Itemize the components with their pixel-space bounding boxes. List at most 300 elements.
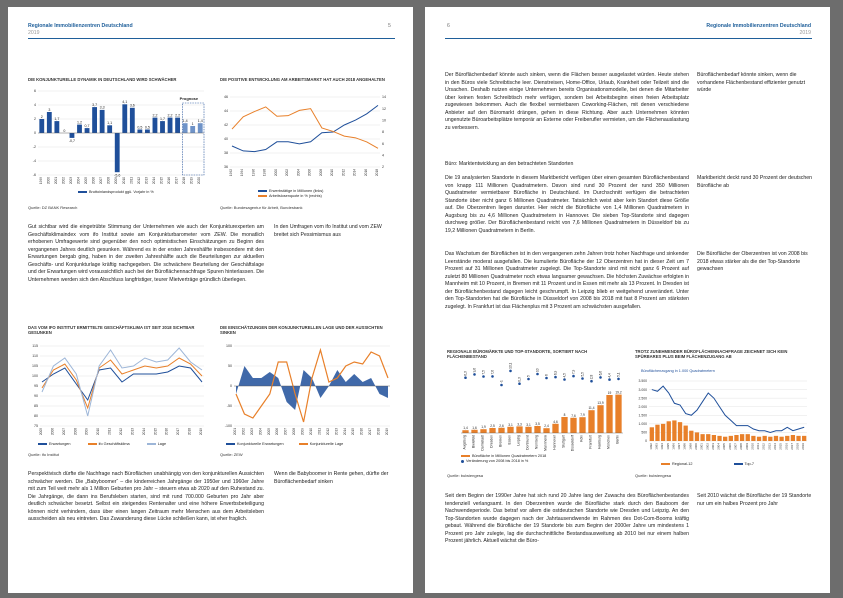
- chart6-x-tick: 1996: [671, 443, 676, 450]
- chart5-area-label: 2,5: [490, 424, 495, 428]
- chart1-x-tick: 2020: [197, 177, 202, 185]
- chart6-x-tick: 2009: [744, 443, 749, 450]
- left-paragraph-2: Perspektivisch dürfte die Nachfrage nach Büroflächen unabhängig von den konjunkturellen Aussichten schwächer werden. Die „Babyboomer“ – die kinderreichen Jahrgänge der 1950er und 1960er Jahre mit zum Teil weit mehr als 1 Million Geburten pro Jahr – steuern etwa ab 2020 auf den Ruhestand zu. Die Jahrgänge, die dann ins Berufsleben starten, sind mit rund 700.000 Geburten pro Jahr aber deutlich schwächer besetzt. Selbst ein steigendes Rentenalter und eine höhere Erwerbsbeteiligung können nicht verhindern, dass über einen langen Zeitraum mehr Menschen aus dem Arbeitsleben ausscheiden als neu eintreten. Das Zuwanderung diese Lücke schließen kann, ist eher fraglich.: [28, 471, 264, 522]
- chart3-x-tick: 2011: [107, 428, 112, 435]
- chart6-legend-swatch-2: [734, 463, 743, 465]
- chart5-area-label: 1,6: [472, 425, 477, 430]
- chart5-area-label: 3,1: [508, 422, 513, 427]
- chart2-y-tick-right: 8: [382, 130, 384, 135]
- chart5-change-point: [527, 378, 530, 381]
- chart1-x-tick: 2006: [91, 177, 96, 185]
- chart5-change-label: 5,5: [580, 372, 585, 377]
- chart3-y-tick: 90: [34, 394, 38, 399]
- chart5-change-point: [464, 376, 467, 379]
- chart4-x-tick: 2016: [359, 428, 364, 436]
- chart6-regional-bar: [774, 436, 778, 441]
- chart6-x-tick: 2007: [733, 443, 738, 450]
- chart3-x-tick: 2008: [73, 428, 78, 436]
- chart5-change-label: 7,5: [481, 370, 486, 375]
- chart3-x-tick: 2013: [130, 428, 135, 436]
- chart5-change-label: 7,6: [490, 369, 495, 375]
- chart5-change-point: [590, 380, 593, 383]
- chart1-bar: [145, 130, 150, 134]
- chart3-y-tick: 95: [34, 384, 38, 389]
- chart3-legend-swatch-2: [88, 443, 97, 445]
- chart5-city-label: Frankfurt: [588, 435, 593, 449]
- chart4-legend-swatch-1: [226, 443, 235, 445]
- chart4-y-tick: -50: [226, 404, 232, 409]
- chart1-y-tick: -4: [32, 159, 36, 164]
- chart1-data-label: -5,6: [114, 173, 121, 178]
- chart6-x-tick: 2002: [705, 443, 710, 450]
- chart5-city-label: Köln: [579, 435, 584, 442]
- right-paragraph-2: Die 19 analysierten Standorte in diesem Marktbericht verfügen über einen gesamten Büroflächenbestand von knapp 111 Millionen Quadratmetern. Davon sind rund 30 Prozent der rund 350 Millionen Quadratmeter vermietbarer Bürofläche in Deutschland. Im Durchschnitt verfügen die betrachteten Standorte über nicht ganz 6 Millionen Quadratmeter. Tatsächlich weist aber kein Standort diese Größe auf. Die Oberzentren liegen darunter. Hier reicht die Bürofläche von 1,4 Millionen Quadratmetern in Augsburg bis zu 4,6 Millionen Quadratmetern in Hannover. Die sieben Top-Standorte sind dagegen durchweg größer. Der Büroflächenbestand reicht von 7,6 Millionen Quadratmetern in Düsseldorf bis zu 19,2 Millionen Quadratmetern in Berlin.: [445, 175, 689, 234]
- chart5-change-label: 13,1: [508, 362, 513, 369]
- chart3-legend-label-2: ifo Geschäftsklima: [98, 442, 130, 446]
- chart6-x-tick: 2008: [739, 443, 744, 450]
- chart5-area-label: 8: [563, 413, 566, 417]
- chart6-y-tick: 2.000: [638, 404, 647, 409]
- left-aside-2: Wenn die Babyboomer in Rente gehen, dürfte der Büroflächenbedarf sinken: [274, 471, 389, 485]
- right-paragraph-1: Der Büroflächenbedarf könnte auch sinken, wenn die Flächen besser ausgelastet würden. Heute stehen in den Büros viele Schreibtische leer. Dienstreisen, Home-Office, Urlaub, Krankheit oder Teilzeit sind die Ursachen. Deshalb nutzen einige Unternehmen bereits Organisationsmodelle, bei denen die Mitarbeiter über keinen festen Schreibtisch mehr verfügen, sondern bei Arbeitsbeginn einen freien Arbeitsplatz zugewiesen bekommen. Auch die flexibel vermietbaren Coworking-Flächen, mit denen verschiedene Anbieter auf den Büromarkt drängen, gehen in diese Richtung. Aber auch Unternehmen könnten ungenutzte Bürоarbeitsplätze temporär an Externe oder Freiberufler vermieten, um die Flächenauslastung zu verbessern.: [445, 72, 689, 131]
- chart6-regional-bar: [655, 425, 659, 441]
- chart2-y-tick-right: 2: [382, 165, 384, 170]
- chart6-legend: [661, 462, 754, 467]
- chart5-city-label: Augsburg: [462, 435, 467, 450]
- chart5-change-point: [536, 373, 539, 376]
- chart3-y-tick: 75: [34, 424, 38, 429]
- chart5-change-label: 6: [544, 374, 549, 376]
- chart5-change-point: [473, 373, 476, 376]
- chart1-data-label: 3: [48, 107, 51, 112]
- chart1-bar: [47, 112, 52, 133]
- chart2-series-unemployment: [232, 107, 378, 148]
- chart6-x-tick: 1993: [654, 443, 659, 450]
- chart6-x-tick: 2003: [710, 443, 715, 450]
- chart5-area-label: 1,9: [481, 425, 486, 430]
- chart1-data-label: 3,7: [92, 102, 98, 107]
- chart6-x-tick: 2016: [784, 443, 789, 450]
- chart1-source: Quelle: DZ BANK Research: [28, 205, 78, 210]
- chart4-x-tick: 2005: [266, 428, 271, 436]
- chart1-data-label: 0,7: [84, 123, 90, 128]
- chart2-y-tick-left: 46: [224, 95, 228, 100]
- chart1-x-tick: 2016: [167, 177, 172, 185]
- chart5-change-point: [509, 370, 512, 373]
- chart4-x-tick: 2007: [283, 428, 288, 436]
- chart5-area-label: 3,1: [526, 422, 531, 427]
- chart3-x-tick: 2019: [199, 428, 203, 436]
- chart5-area-bar: [507, 427, 513, 433]
- chart5-area-label: 19,2: [615, 390, 622, 395]
- chart5-legend-label-1: Bürofläche in Millionen Quadratmetern 2018: [472, 454, 547, 458]
- chart6-x-tick: 1998: [682, 443, 687, 450]
- chart5-area-bar: [480, 429, 486, 433]
- chart6-x-tick: 2012: [761, 443, 766, 450]
- chart2-x-tick: 2008: [318, 169, 323, 177]
- chart1-x-tick: 2001: [53, 177, 58, 185]
- chart5-area-label: 2,4: [544, 424, 549, 429]
- chart6-regional-bar: [796, 436, 800, 441]
- chart2-legend: [258, 189, 323, 199]
- chart2-x-tick: 1996: [251, 169, 256, 177]
- chart6-x-tick: 2010: [750, 443, 755, 450]
- chart5-change-label: 4,4: [607, 373, 612, 378]
- chart2-x-tick: 2010: [330, 169, 335, 177]
- chart1-bar: [107, 125, 112, 133]
- chart5-change-label: -1: [499, 380, 504, 383]
- chart3-y-tick: 80: [34, 414, 38, 419]
- chart1-data-label: 2: [40, 114, 43, 119]
- chart5-change-label: 6,9: [553, 370, 558, 376]
- chart2-x-tick: 2018: [375, 169, 379, 177]
- chart6-regional-bar: [672, 420, 676, 441]
- chart5-area-label: 11,4: [588, 406, 595, 411]
- chart5-area-bar: [462, 430, 468, 433]
- chart1-bar: [183, 123, 188, 133]
- chart1-data-label: 1,2: [77, 120, 82, 125]
- chart1-x-tick: 2007: [99, 177, 104, 185]
- chart5-area-bar: [615, 395, 621, 433]
- chart5-city-label: Dresden: [489, 435, 494, 448]
- chart5-city-label: Darmstadt: [480, 435, 485, 451]
- chart3-x-tick: 2010: [96, 428, 101, 436]
- chart6-y-tick: 2.500: [638, 396, 647, 401]
- chart6-x-tick: 2019: [801, 443, 806, 450]
- chart2-y-tick-right: 14: [382, 95, 386, 100]
- chart6-legend-item-1: [661, 462, 692, 466]
- right-page: [425, 7, 830, 593]
- chart1-y-tick: 0: [34, 131, 36, 136]
- chart1-data-label: 1,7: [54, 116, 60, 121]
- chart6-legend-swatch-1: [661, 463, 670, 465]
- chart4-x-tick: 2008: [292, 428, 297, 436]
- chart5-change-label: 4,5: [562, 373, 567, 378]
- chart6-x-tick: 2001: [699, 443, 704, 450]
- chart1-title: DIE KONJUNKTURELLE DYNAMIK IN DEUTSCHLAND WIRD SCHWÄCHER: [28, 77, 177, 82]
- chart3-y-tick: 85: [34, 404, 38, 409]
- chart4-legend-label-2: Konjunkturelle Lage: [309, 442, 344, 446]
- chart3-x-tick: 2014: [141, 428, 146, 436]
- chart5-area-label: 3,5: [535, 422, 540, 426]
- chart6-legend-label-1: Regional-12: [672, 462, 693, 466]
- chart5-legend-label-2: Veränderung von 2008 bis 2018 in %: [466, 459, 529, 463]
- chart3-ifo-line-chart: [28, 342, 208, 438]
- chart1-x-tick: 2011: [129, 177, 134, 184]
- chart6-regional-bar: [689, 431, 693, 441]
- chart5-title: REGIONALE BÜROMÄRKTE UND TOP-STANDORTE, SORTIERT NACH FLÄCHENBESTAND: [447, 349, 588, 359]
- chart4-legend: [226, 442, 343, 447]
- chart6-regional-bar: [740, 434, 744, 441]
- left-header: [28, 23, 133, 36]
- chart6-x-tick: 2018: [795, 443, 800, 450]
- chart5-change-point: [563, 378, 566, 381]
- chart1-x-tick: 2019: [189, 177, 194, 185]
- chart2-source: Quelle: Bundesagentur für Arbeit, Bundesbank: [220, 205, 303, 210]
- chart1-x-tick: 2014: [151, 177, 156, 185]
- chart6-x-tick: 2005: [722, 443, 727, 450]
- chart3-x-tick: 2006: [50, 428, 55, 436]
- chart1-x-tick: 2002: [61, 177, 66, 185]
- chart2-legend-item-2: [258, 194, 323, 199]
- chart1-legend-label: Bruttoinlandsprodukt ggü. Vorjahr in %: [89, 190, 154, 194]
- chart6-regional-bar: [661, 424, 665, 441]
- chart3-x-tick: 2009: [84, 428, 89, 436]
- chart3-legend-item-1: [38, 442, 71, 446]
- chart6-regional-bar: [757, 437, 761, 441]
- chart4-x-tick: 2001: [233, 428, 237, 436]
- chart4-zew-area-chart: [220, 342, 392, 438]
- right-paragraph-3: Das Wachstum der Büroflächen ist in den vergangenen zehn Jahren trotz hoher Nachfrage und sinkender Leerstände moderat ausgefallen. Die kumulierte Bürofläche der 12 Oberzentren hat in dieser Zeit um 7 Prozent auf 31 Millionen Quadratmeter zugelegt. Die Top-Standorte sind mit nicht ganz 6 Prozent auf zuletzt 80 Millionen Quadratmeter noch etwas langsamer gewachsen. Die höchsten Zuwächse erfolgten in Mannheim mit 10 Prozent, in Bremen mit 11 Prozent und in Essen mit mehr als 13 Prozent. In Dresden ist der Büroflächenbestand dagegen leicht geschrumpft. In Leipzig blieb er weitgehend unverändert. Unter den Top-Standorten hat die Bürofläche in Düsseldorf von 2008 bis 2018 mit fast 8 Prozent am stärksten zugelegt. In Frankfurt ist das Flächenplus mit 3 Prozent am schwächsten ausgefallen.: [445, 251, 689, 310]
- chart3-x-tick: 2016: [164, 428, 169, 436]
- chart6-regional-bar: [779, 437, 783, 441]
- right-aside-2: Marktbericht deckt rund 30 Prozent der deutschen Bürofläche ab: [697, 175, 813, 189]
- chart5-change-label: 6,6: [598, 370, 603, 376]
- chart5-change-point: [608, 378, 611, 381]
- chart1-x-tick: 2000: [46, 177, 51, 185]
- chart5-change-point: [599, 376, 602, 379]
- chart5-area-label: 2,6: [499, 423, 504, 428]
- chart1-data-label: 0,5: [137, 125, 143, 130]
- chart3-x-tick: 2005: [39, 428, 43, 436]
- chart3-legend-swatch-1: [38, 443, 47, 445]
- chart4-y-tick: 100: [226, 344, 232, 349]
- chart2-y-tick-right: 12: [382, 106, 386, 111]
- chart6-regional-bar: [723, 437, 727, 441]
- chart3-series-erwartungen: [42, 366, 202, 400]
- chart4-x-tick: 2019: [385, 428, 389, 436]
- chart6-x-tick: 2015: [778, 443, 783, 450]
- chart1-x-tick: 2009: [114, 177, 119, 185]
- chart4-x-tick: 2011: [317, 428, 322, 435]
- chart5-change-point: [581, 377, 584, 380]
- chart1-legend-swatch: [78, 191, 87, 193]
- chart6-y-tick: 0: [645, 439, 647, 444]
- chart4-x-tick: 2012: [325, 428, 330, 436]
- chart3-x-tick: 2017: [176, 428, 181, 436]
- chart1-x-tick: 2013: [144, 177, 149, 185]
- chart4-legend-label-1: Konjunkturelle Erwartungen: [237, 442, 284, 446]
- chart1-data-label: 1,4: [182, 119, 188, 123]
- chart3-legend-swatch-3: [147, 443, 156, 445]
- right-heading: Büro: Marktentwicklung an den betrachteten Standorten: [445, 161, 574, 167]
- chart5-change-label: 5: [526, 375, 531, 377]
- chart4-y-tick: 0: [230, 384, 232, 389]
- chart5-change-point: [617, 378, 620, 381]
- chart6-regional-bar: [695, 432, 699, 441]
- chart5-change-point: [491, 375, 494, 378]
- chart5-change-label: 6,3: [463, 371, 468, 376]
- chart6-regional-bar: [650, 427, 654, 441]
- chart6-regional-bar: [700, 434, 704, 441]
- chart6-regional-bar: [706, 434, 710, 441]
- chart6-regional-bar: [802, 436, 806, 441]
- right-header-rule: [445, 38, 812, 39]
- chart1-data-label: 2,2: [175, 113, 181, 118]
- chart5-area-label: 7,6: [571, 413, 576, 418]
- chart2-x-tick: 1992: [229, 169, 233, 177]
- chart1-x-tick: 1999: [38, 177, 43, 185]
- chart6-x-tick: 1995: [665, 443, 670, 450]
- right-header-year: 2019: [799, 30, 811, 36]
- chart3-legend-item-2: [88, 442, 130, 446]
- chart6-x-tick: 2004: [716, 443, 721, 450]
- chart4-x-tick: 2015: [351, 428, 356, 436]
- right-header: [693, 23, 811, 36]
- chart5-city-label: Leipzig: [516, 435, 521, 446]
- chart3-legend-item-3: [147, 442, 166, 446]
- chart4-x-tick: 2003: [249, 428, 254, 436]
- chart1-bar: [190, 126, 195, 133]
- chart6-x-tick: 1994: [660, 443, 665, 450]
- chart5-change-label: 5,1: [616, 372, 621, 377]
- chart5-change-point: [500, 384, 503, 387]
- chart5-area-bar: [516, 426, 522, 433]
- chart6-regional-bar: [734, 435, 738, 441]
- chart6-regional-bar: [791, 435, 795, 441]
- chart2-title: DIE POSITIVE ENTWICKLUNG AM ARBEITSMARKT HAT AUCH 2018 ANGEHALTEN: [220, 77, 385, 82]
- chart1-bar: [153, 118, 158, 133]
- chart1-bar: [85, 128, 90, 133]
- chart4-x-tick: 2013: [334, 428, 339, 436]
- chart1-y-tick: 2: [34, 117, 36, 122]
- chart6-legend-label-2: Top-7: [744, 462, 755, 466]
- chart5-area-bar: [588, 410, 594, 433]
- chart6-legend-item-2: [734, 462, 755, 466]
- chart3-x-tick: 2015: [153, 428, 158, 436]
- chart5-area-bar: [525, 427, 531, 433]
- chart5-area-label: 13,9: [597, 401, 604, 406]
- chart6-source: Quelle: bulwiengesa: [635, 473, 672, 478]
- chart2-x-tick: 2006: [307, 169, 312, 177]
- chart6-regional-bar: [678, 422, 682, 441]
- chart5-legend: [461, 454, 546, 464]
- chart5-change-point: [518, 382, 521, 385]
- chart5-legend-item-2: [461, 459, 546, 464]
- chart4-x-tick: 2006: [275, 428, 280, 436]
- chart1-data-label: 1: [191, 121, 194, 126]
- chart6-regional-bar: [746, 434, 750, 441]
- chart1-bar: [122, 104, 127, 133]
- chart6-supply-chart: [635, 375, 811, 463]
- left-aside-1: In den Umfragen vom ifo Institut und vom ZEW breitet sich Pessimismus aus: [274, 224, 382, 238]
- chart4-x-tick: 2010: [309, 428, 313, 436]
- chart3-y-tick: 105: [32, 364, 38, 369]
- chart6-y-tick: 1.000: [638, 422, 647, 427]
- chart1-bar: [115, 133, 120, 172]
- chart6-subtitle: Büroflächenzugang in 1.000 Quadratmetern: [641, 369, 715, 373]
- chart1-bar: [39, 119, 44, 133]
- chart5-change-label: 2,8: [589, 374, 594, 380]
- chart1-data-label: 1,7: [160, 116, 165, 121]
- chart1-bar: [100, 110, 105, 133]
- chart6-y-tick: 3.000: [638, 387, 647, 392]
- chart1-bar: [137, 130, 142, 134]
- chart6-regional-bar: [751, 436, 755, 441]
- chart5-city-label: Bielefeld: [471, 435, 476, 449]
- chart2-x-tick: 1994: [240, 169, 245, 177]
- chart6-y-tick: 500: [641, 430, 647, 435]
- chart5-legend-swatch-1: [461, 455, 470, 457]
- right-aside-4: Seit 2010 wächst die Bürofläche der 19 Standorte nur um ein halbes Prozent pro Jahr: [697, 493, 812, 507]
- chart4-x-tick: 2017: [368, 428, 373, 436]
- chart1-data-label: 2,2: [167, 113, 173, 118]
- left-header-year: 2019: [28, 30, 40, 36]
- chart3-title: DAS VOM IFO INSTITUT ERMITTELTE GESCHÄFTSKLIMA IST SEIT 2018 SICHTBAR GESUNKEN: [28, 325, 195, 335]
- chart3-x-tick: 2018: [187, 428, 192, 436]
- chart2-x-tick: 2000: [273, 169, 278, 177]
- chart5-change-label: 10: [535, 368, 540, 372]
- right-aside-1: Büroflächenbedarf könnte sinken, wenn die vorhandene Flächenbestand effizienter genutzt würde: [697, 72, 806, 93]
- chart1-bar: [77, 125, 82, 133]
- chart2-y-tick-right: 4: [382, 153, 384, 158]
- chart5-area-bar: [579, 417, 585, 433]
- chart5-source: Quelle: bulwiengesa: [447, 473, 484, 478]
- chart4-series-erwartungen: [236, 366, 388, 410]
- chart6-title: TROTZ ZUNEHMENDER BÜROFLÄCHENNACHFRAGE ZEICHNET SICH KEIN SPÜRBARES PLUS BEIM FLÄCHENZUGANG AB: [635, 349, 788, 359]
- chart5-city-label: Berlin: [615, 435, 620, 444]
- chart6-y-tick: 1.500: [638, 413, 647, 418]
- chart5-legend-swatch-2: [461, 460, 464, 463]
- chart1-data-label: 4,1: [122, 100, 128, 105]
- chart5-change-point: [554, 376, 557, 379]
- chart5-change-point: [545, 377, 548, 380]
- chart5-area-bar: [471, 430, 477, 433]
- chart5-area-bar: [489, 428, 495, 433]
- chart5-area-label: 1,4: [463, 426, 468, 431]
- chart5-area-bar: [570, 418, 576, 433]
- chart2-y-tick-left: 42: [224, 123, 228, 128]
- chart5-area-label: 4,6: [553, 419, 558, 424]
- chart5-city-label: Nürnberg: [534, 435, 539, 450]
- chart6-y-tick: 3.500: [638, 379, 647, 384]
- chart5-city-label: Mannheim: [543, 435, 548, 451]
- chart4-source: Quelle: ZEW: [220, 452, 243, 457]
- chart6-x-tick: 2006: [727, 443, 732, 450]
- chart5-change-label: 9,6: [472, 367, 477, 373]
- chart1-data-label: 3,6: [129, 103, 135, 108]
- chart1-y-tick: -2: [32, 145, 36, 150]
- chart1-data-label: 0,5: [144, 125, 150, 130]
- chart5-area-bar: [597, 405, 603, 433]
- chart5-area-bar: [606, 395, 612, 433]
- chart3-x-tick: 2007: [61, 428, 66, 436]
- chart1-data-label: 1,1: [107, 121, 113, 126]
- chart1-bar: [130, 108, 135, 133]
- chart2-x-tick: 2016: [363, 169, 368, 177]
- chart5-change-point: [482, 375, 485, 378]
- chart1-x-tick: 2008: [106, 177, 111, 185]
- chart1-forecast-label: Prognose: [179, 96, 199, 101]
- chart1-x-tick: 2012: [136, 177, 141, 185]
- chart1-bar: [175, 118, 180, 133]
- left-header-title: Regionale Immobilienzentren Deutschland: [28, 23, 133, 29]
- chart5-city-label: Düsseldorf: [570, 435, 575, 452]
- chart2-legend-label-2: Arbeitslosenquote in % (rechts): [269, 194, 322, 198]
- chart1-forecast-box: [182, 103, 204, 175]
- chart4-x-tick: 2014: [342, 428, 347, 436]
- chart1-data-label: 0: [63, 128, 66, 133]
- chart4-x-tick: 2002: [241, 428, 246, 436]
- chart4-legend-swatch-2: [299, 443, 308, 445]
- chart6-x-tick: 2011: [756, 443, 761, 450]
- chart2-x-tick: 2014: [352, 169, 357, 177]
- chart1-y-tick: -6: [32, 173, 36, 178]
- chart2-y-tick-right: 10: [382, 118, 386, 123]
- chart1-x-tick: 2015: [159, 177, 164, 185]
- chart3-y-tick: 115: [32, 344, 38, 349]
- chart1-data-label: 2,2: [152, 113, 158, 118]
